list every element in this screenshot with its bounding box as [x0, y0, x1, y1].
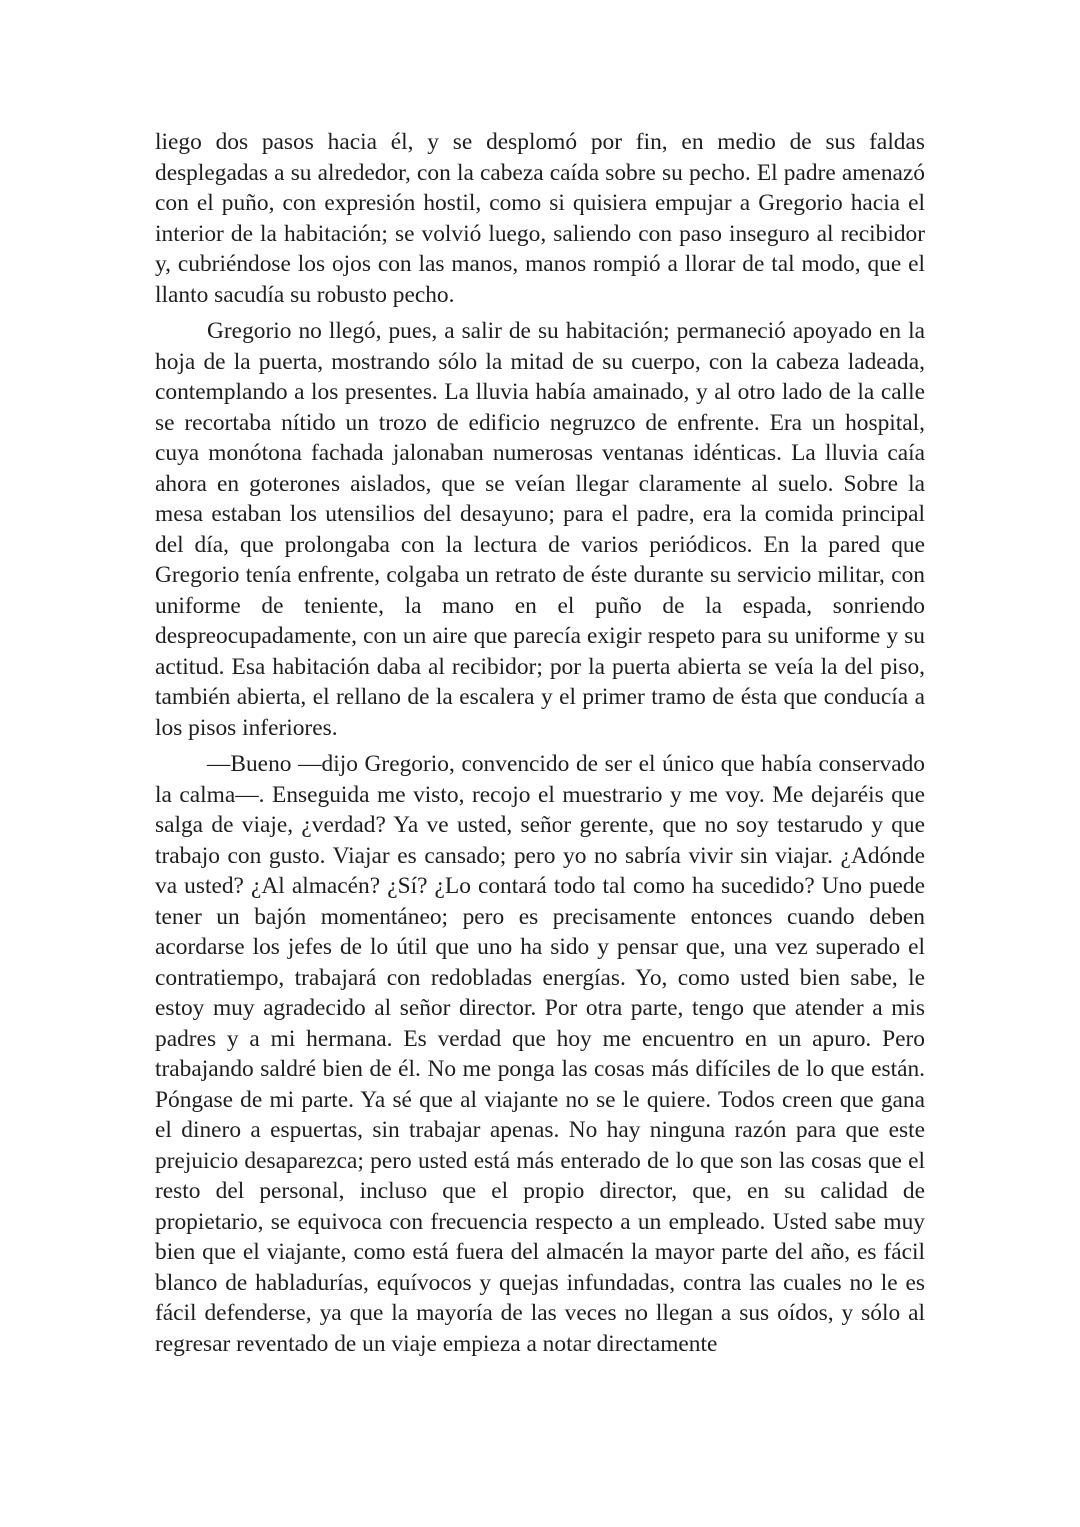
paragraph-1: liego dos pasos hacia él, y se desplomó por fin, en medio de sus faldas desplegadas a su alrededor, con la cabeza caída sobre su pecho. El padre amenazó con el puño, con expresión hostil, como si quisiera empujar a Gregorio hacia el interior de la habitación; se volvió luego, saliendo con paso inseguro al recibidor y, cubriéndose los ojos con las manos, manos rompió a llorar de tal modo, que el llanto sacudía su robusto pecho.: [155, 129, 925, 308]
paragraph-2: Gregorio no llegó, pues, a salir de su habitación; permaneció apoyado en la hoja de la puerta, mostrando sólo la mitad de su cuerpo, con la cabeza ladeada, contemplando a los presentes. La lluvia había amainado, y al otro lado de la calle se recortaba nítido un trozo de edificio negruzco de enfrente. Era un hospital, cuya monótona fachada jalonaban numerosas ventanas idénticas. La lluvia caía ahora en goterones aislados, que se veían llegar claramente al suelo. Sobre la mesa estaban los utensilios del desayuno; para el padre, era la comida principal del día, que prolongaba con la lectura de varios periódicos. En la pared que Gregorio tenía enfrente, colgaba un retrato de éste durante su servicio militar, con uniforme de teniente, la mano en el puño de la espada, sonriendo despreocupadamente, con un aire que parecía exigir respeto para su uniforme y su actitud. Esa habitación daba al recibidor; por la puerta abierta se veía la del piso, también abierta, el rellano de la escalera y el primer tramo de ésta que conducía a los pisos inferiores.: [155, 318, 925, 741]
paragraph-3: —Bueno —dijo Gregorio, convencido de ser el único que había conservado la calma—. Enseguida me visto, recojo el muestrario y me voy. Me dejaréis que salga de viaje, ¿verdad? Ya ve usted, señor gerente, que no soy testarudo y que trabajo con gusto. Viajar es cansado; pero yo no sabría vivir sin viajar. ¿Adónde va usted? ¿Al almacén? ¿Sí? ¿Lo contará todo tal como ha sucedido? Uno puede tener un bajón momentáneo; pero es precisamente entonces cuando deben acordarse los jefes de lo útil que uno ha sido y pensar que, una vez superado el contratiempo, trabajará con redobladas energías. Yo, como usted bien sabe, le estoy muy agradecido al señor director. Por otra parte, tengo que atender a mis padres y a mi hermana. Es verdad que hoy me encuentro en un apuro. Pero trabajando saldré bien de él. No me ponga las cosas más difíciles de lo que están. Póngase de mi parte. Ya sé que al viajante no se le quiere. Todos creen que gana el dinero a espuertas, sin trabajar apenas. No hay ninguna razón para que este prejuicio desaparezca; pero usted está más enterado de lo que son las cosas que el resto del personal, incluso que el propio director, que, en su calidad de propietario, se equivoca con frecuencia respecto a un empleado. Usted sabe muy bien que el viajante, como está fuera del almacén la mayor parte del año, es fácil blanco de habladurías, equívocos y quejas infundadas, contra las cuales no le es fácil defenderse, ya que la mayoría de las veces no llegan a sus oídos, y sólo al regresar reventado de un viaje empieza a notar directamente: [155, 751, 925, 1357]
page-body: [155, 127, 925, 1365]
